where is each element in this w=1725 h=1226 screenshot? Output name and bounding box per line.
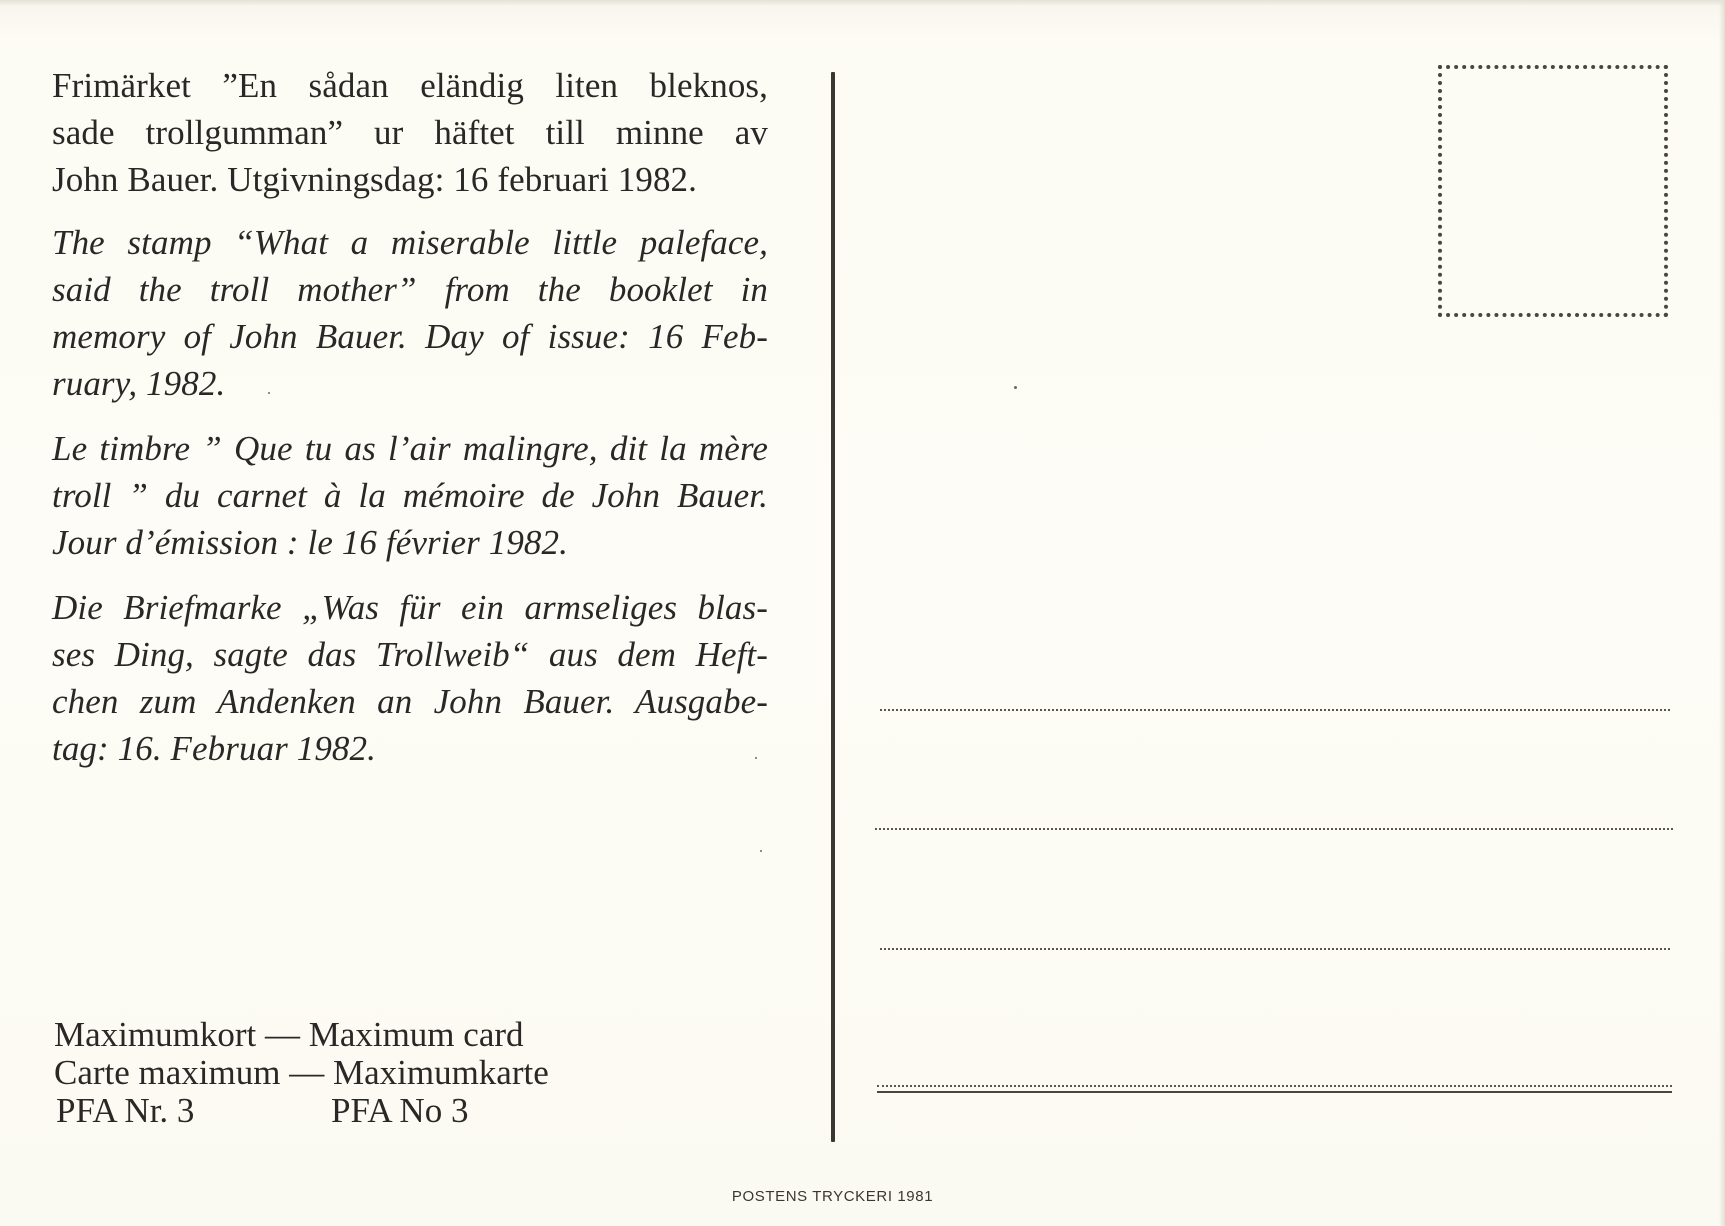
text-line: said the troll mother” from the booklet in (52, 270, 768, 309)
text-line: Frimärket ”En sådan eländig liten bleknos, (52, 66, 768, 105)
text-line: The stamp “What a miserable little paleface, (52, 223, 768, 262)
text-line: Le timbre ” Que tu as l’air malingre, dit la mère (52, 429, 768, 468)
address-line-4 (877, 1085, 1672, 1087)
card-type-line-1: Maximumkort — Maximum card (54, 1015, 524, 1054)
stamp-placeholder-box (1438, 65, 1668, 317)
german-description (52, 584, 768, 772)
card-type-footer (54, 1016, 549, 1132)
text-line: memory of John Bauer. Day of issue: 16 Feb- (52, 317, 768, 356)
text-line: sade trollgumman” ur häftet till minne av (52, 113, 768, 152)
pfa-number-english: PFA No 3 (331, 1091, 469, 1130)
address-line-4-underline (877, 1091, 1672, 1093)
text-line: troll ” du carnet à la mémoire de John Bauer. (52, 476, 768, 515)
text-line: John Bauer. Utgivningsdag: 16 februari 1982. (52, 160, 697, 199)
pfa-number-row (54, 1092, 549, 1132)
pfa-number-swedish: PFA Nr. 3 (56, 1091, 195, 1130)
french-description (52, 425, 768, 566)
vertical-divider (831, 72, 835, 1142)
swedish-description (52, 62, 768, 203)
paper-speck (1014, 386, 1017, 389)
text-line: Jour d’émission : le 16 février 1982. (52, 523, 568, 562)
text-line: Die Briefmarke „Was für ein armseliges blas- (52, 588, 768, 627)
english-description (52, 219, 768, 407)
address-line-3 (880, 948, 1670, 950)
printer-imprint: POSTENS TRYCKERI 1981 (731, 1188, 934, 1205)
card-right-edge (1719, 0, 1725, 1226)
card-top-edge (0, 0, 1725, 6)
text-line: chen zum Andenken an John Bauer. Ausgabe- (52, 682, 768, 721)
address-line-2 (875, 828, 1673, 830)
text-line: tag: 16. Februar 1982. (52, 729, 376, 768)
text-line: ruary, 1982. (52, 364, 226, 403)
description-column (52, 62, 768, 790)
address-line-1 (880, 709, 1670, 711)
paper-speck (755, 757, 757, 759)
paper-speck (760, 850, 762, 852)
text-line: ses Ding, sagte das Trollweib“ aus dem Heft- (52, 635, 768, 674)
card-type-line-2: Carte maximum — Maximumkarte (54, 1053, 549, 1092)
paper-speck (268, 392, 270, 394)
